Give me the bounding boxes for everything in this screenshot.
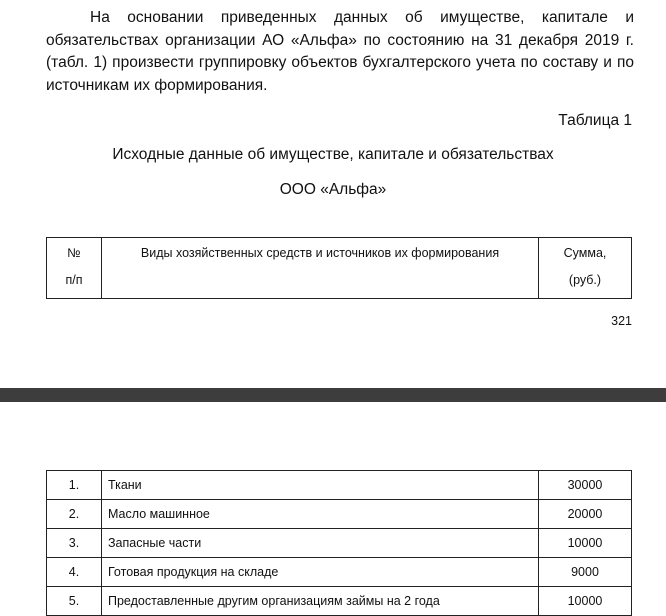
row-amount: 9000 — [539, 558, 632, 587]
row-number: 3. — [47, 529, 102, 558]
row-name: Масло машинное — [102, 500, 539, 529]
row-name: Ткани — [102, 471, 539, 500]
row-name: Запасные части — [102, 529, 539, 558]
table-label: Таблица 1 — [558, 112, 632, 129]
table-header — [46, 237, 632, 299]
table-row — [47, 587, 632, 616]
header-cell-number: № п/п — [47, 238, 102, 299]
page-break-divider — [0, 388, 666, 402]
table-caption-line2: ООО «Альфа» — [279, 181, 387, 198]
row-number: 4. — [47, 558, 102, 587]
table-row — [47, 500, 632, 529]
row-amount: 30000 — [539, 471, 632, 500]
table-row — [47, 529, 632, 558]
row-name: Готовая продукция на складе — [102, 558, 539, 587]
row-amount: 10000 — [539, 529, 632, 558]
row-number: 2. — [47, 500, 102, 529]
page-number: 321 — [611, 314, 632, 328]
row-name: Предоставленные другим организациям займы на 2 года — [102, 587, 539, 616]
intro-paragraph: На основании приведенных данных об имуществе, капитале и обязательствах организации АО «Альфа» по состоянию на 31 декабря 2019 г. (табл. 1) произвести группировку объектов бухгалтерского учета по составу и по источникам их формирования. — [46, 9, 634, 94]
data-table — [46, 470, 632, 616]
table-caption-line1: Исходные данные об имуществе, капитале и обязательствах — [112, 146, 554, 163]
header-cell-sum: Сумма, (руб.) — [539, 238, 632, 299]
row-number: 5. — [47, 587, 102, 616]
row-amount: 20000 — [539, 500, 632, 529]
table-row — [47, 471, 632, 500]
row-number: 1. — [47, 471, 102, 500]
header-cell-description: Виды хозяйственных средств и источников их формирования — [102, 238, 539, 299]
row-amount: 10000 — [539, 587, 632, 616]
table-row — [47, 558, 632, 587]
